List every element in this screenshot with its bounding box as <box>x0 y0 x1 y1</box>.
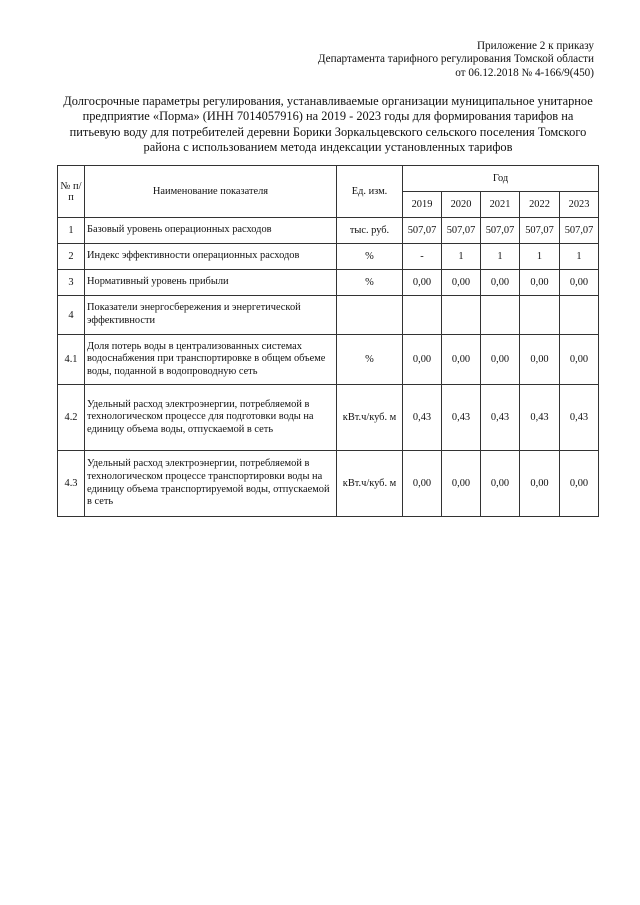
row-value: 0,00 <box>442 451 481 517</box>
row-value: 1 <box>520 244 560 270</box>
row-name: Удельный расход электроэнергии, потребляемой в технологическом процессе для подготовки воды на единицу объема воды, отпускаемой в сеть <box>85 385 337 451</box>
row-name: Показатели энергосбережения и энергетической эффективности <box>85 296 337 335</box>
appendix-line: Приложение 2 к приказу <box>476 40 594 52</box>
year-header: 2023 <box>560 192 599 218</box>
year-header: 2020 <box>442 192 481 218</box>
row-name: Нормативный уровень прибыли <box>85 270 337 296</box>
order-date-line: от 06.12.2018 № 4-166/9(450) <box>455 66 594 79</box>
col-header-year: Год <box>403 166 599 192</box>
parameters-table <box>57 165 599 517</box>
order-reference <box>318 40 594 80</box>
row-value: 0,00 <box>442 335 481 385</box>
col-header-name: Наименование показателя <box>85 166 337 218</box>
row-name: Удельный расход электроэнергии, потребляемой в технологическом процессе транспортировки воды на единицу объема транспортируемой воды, отпускаемой в сеть <box>85 451 337 517</box>
row-value: 507,07 <box>560 218 599 244</box>
row-value: 0,43 <box>403 385 442 451</box>
row-value: 0,00 <box>403 451 442 517</box>
row-num: 4.1 <box>58 335 85 385</box>
col-header-unit: Ед. изм. <box>337 166 403 218</box>
row-value <box>520 296 560 335</box>
row-value <box>481 296 520 335</box>
row-value: 1 <box>442 244 481 270</box>
row-value: 507,07 <box>520 218 560 244</box>
row-value: 0,00 <box>403 335 442 385</box>
table-row <box>58 218 599 244</box>
row-value: 507,07 <box>481 218 520 244</box>
table-row <box>58 296 599 335</box>
row-value: 0,00 <box>481 335 520 385</box>
row-value: 0,00 <box>403 270 442 296</box>
row-value: 0,00 <box>520 335 560 385</box>
row-num: 1 <box>58 218 85 244</box>
row-value: 0,43 <box>481 385 520 451</box>
row-value: 0,00 <box>560 451 599 517</box>
row-value <box>442 296 481 335</box>
row-value: 1 <box>560 244 599 270</box>
row-value: 0,00 <box>481 451 520 517</box>
year-header: 2022 <box>520 192 560 218</box>
row-num: 4 <box>58 296 85 335</box>
row-value <box>403 296 442 335</box>
department-line: Департамента тарифного регулирования Томской области <box>317 53 594 66</box>
table-row <box>58 385 599 451</box>
row-num: 4.2 <box>58 385 85 451</box>
row-unit: % <box>337 244 403 270</box>
row-value: 0,00 <box>520 451 560 517</box>
row-value: 0,43 <box>520 385 560 451</box>
row-unit: кВт.ч/куб. м <box>337 451 403 517</box>
row-name: Индекс эффективности операционных расходов <box>85 244 337 270</box>
col-header-num: № п/п <box>58 166 85 218</box>
row-value: 0,00 <box>520 270 560 296</box>
table-row <box>58 335 599 385</box>
row-value: 0,43 <box>560 385 599 451</box>
row-unit: кВт.ч/куб. м <box>337 385 403 451</box>
table-row <box>58 270 599 296</box>
row-value: 1 <box>481 244 520 270</box>
row-value: 0,00 <box>442 270 481 296</box>
row-num: 3 <box>58 270 85 296</box>
row-unit: % <box>337 335 403 385</box>
row-value <box>560 296 599 335</box>
row-value: 0,00 <box>560 335 599 385</box>
row-value: - <box>403 244 442 270</box>
year-header: 2019 <box>403 192 442 218</box>
row-num: 4.3 <box>58 451 85 517</box>
table-row <box>58 244 599 270</box>
table-row <box>58 451 599 517</box>
row-value: 0,00 <box>481 270 520 296</box>
row-unit <box>337 296 403 335</box>
row-name: Доля потерь воды в централизованных системах водоснабжения при транспортировке в общем объеме воды, поданной в водопроводную сеть <box>85 335 337 385</box>
document-title: Долгосрочные параметры регулирования, устанавливаемые организации муниципальное унитарное предприятие «Порма» (ИНН 7014057916) на 2019 - 2023 годы для формирования тарифов на питьевую воду для потребителей деревни Борики Зоркальцевского сельского поселения Томского района с использованием метода индексации установленных тарифов <box>63 94 593 155</box>
row-value: 507,07 <box>442 218 481 244</box>
row-unit: тыс. руб. <box>337 218 403 244</box>
header-row <box>58 166 599 192</box>
row-name: Базовый уровень операционных расходов <box>85 218 337 244</box>
row-num: 2 <box>58 244 85 270</box>
row-unit: % <box>337 270 403 296</box>
row-value: 507,07 <box>403 218 442 244</box>
year-header: 2021 <box>481 192 520 218</box>
row-value: 0,00 <box>560 270 599 296</box>
row-value: 0,43 <box>442 385 481 451</box>
